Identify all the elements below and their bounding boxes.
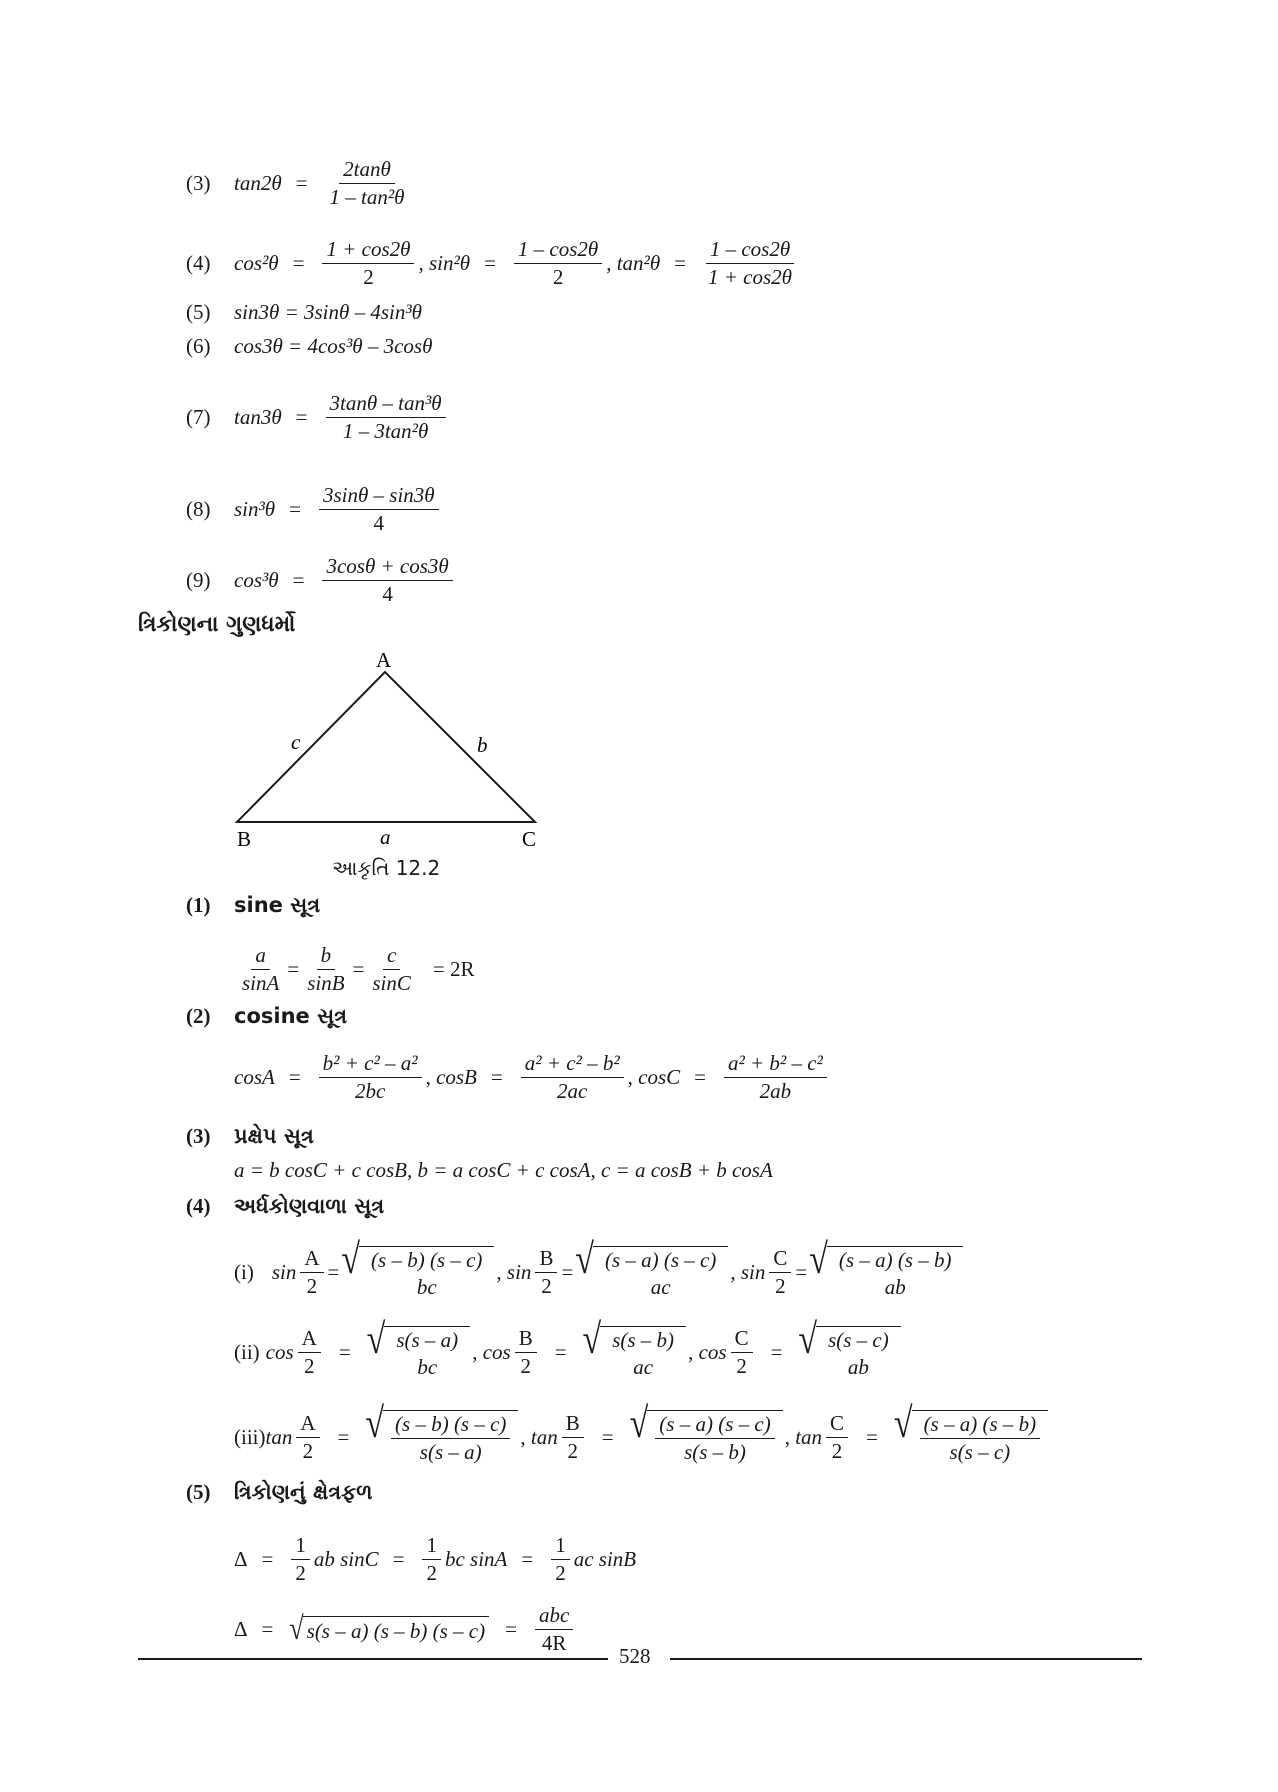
- rule-1-heading: (1) sine સૂત્ર: [186, 893, 321, 917]
- formula-6: (6) cos3θ = 4cos³θ – 3cosθ: [186, 334, 433, 358]
- formula-9: (9) cos³θ = $\frac{3\cos\theta + \cos 3\theta}{4}$: [186, 555, 457, 606]
- figure-caption: આકૃતિ 12.2: [332, 856, 441, 880]
- vertex-a-label: A: [376, 652, 392, 672]
- triangle-figure: [225, 652, 545, 852]
- area-formula-1: Δ = $\frac{1}{2}$ ab sinC = $\frac{1}{2}$ bc sinA = $\frac{1}{2}$ ac sinB: [234, 1533, 637, 1586]
- rule-5-heading: (5) ત્રિકોણનું ક્ષેત્રફળ: [186, 1480, 373, 1504]
- vertex-c-label: C: [522, 827, 537, 851]
- vertex-b-label: B: [237, 827, 252, 851]
- formula-8: (8) sin³θ = $\frac{3\sin\theta - \sin 3\theta}{4}$: [186, 484, 443, 535]
- footer-rule-right: [670, 1658, 1142, 1660]
- formula-7: (7) tan3θ = $\frac{\text{3tanθ – tan³θ}}{\text{1 – 3tan²θ}}$: [186, 392, 450, 443]
- page-number: 528: [619, 1644, 651, 1668]
- footer-rule-left: [138, 1658, 608, 1660]
- formula-3: (3) tan2θ = $\frac{2\tan\theta}{\text{1 – tan²θ}}$: [186, 158, 412, 209]
- formula-4: (4) cos²θ = $\frac{1 + \cos 2\theta}{2}$ , sin²θ = $\frac{1 - \cos 2\theta}{2}$ , tan²θ = $\frac{1 - \cos 2\theta}{1 + \cos 2\theta}$: [186, 238, 800, 289]
- formula-5: (5) sin3θ = 3sinθ – 4sin³θ: [186, 300, 422, 324]
- side-b-label: b: [477, 733, 488, 757]
- half-angle-cos: (ii) cos $\frac{A}{2}$ = √ s(s – a) bc , cos $\frac{B}{2}$ = √ s(s – b) ac , cos $\frac{C}{2}$ = √ s(s – c) ab: [234, 1326, 903, 1379]
- sine-rule: $\frac{a}{\sin A}$ = $\frac{b}{\sin B}$ = $\frac{c}{\sin C}$ = 2R: [242, 943, 475, 996]
- side-c-label: c: [291, 730, 301, 754]
- fraction: $\frac{2\tan\theta}{\text{1 – tan²θ}}$: [329, 157, 405, 210]
- side-a-label: a: [380, 825, 391, 849]
- rule-4-heading: (4) અર્ધકોણવાળા સૂત્ર: [186, 1194, 385, 1218]
- half-angle-sin: (i) sin $\frac{A}{2}$ = √ (s – b) (s – c) bc , sin $\frac{B}{2}$ = √ (s – a) (s – c) ac , sin $\frac{C}{2}$ = √ (s – a) (s – b) ab: [234, 1246, 965, 1299]
- area-formula-2: Δ = √ s(s – a) (s – b) (s – c) = $\frac{\text{abc}}{4R}$: [234, 1604, 577, 1655]
- rule-3-heading: (3) પ્રક્ષેપ સૂત્ર: [186, 1124, 314, 1148]
- cosine-rule: cosA = $\frac{\text{b² + c² – a²}}{2bc}$ , cosB = $\frac{\text{a² + c² – b²}}{2ac}$ , cosC = $\frac{\text{a² + b² – c²}}{2ab}$: [234, 1052, 831, 1103]
- half-angle-tan: (iii) tan $\frac{A}{2}$ = √ $\frac{(s - b) (s - c)}{s(s - a)}$ , tan $\frac{B}{2}$ = √ $\frac{(s - a) (s - c)}{s(s - b)}$ , tan $\frac{C}{2}$ = √ $\frac{(s - a) (s - b)}{s(s - c)}$: [234, 1410, 1050, 1464]
- section-title: ત્રિકોણના ગુણધર્મો: [138, 612, 296, 637]
- rule-2-heading: (2) cosine સૂત્ર: [186, 1004, 348, 1028]
- projection-rule: a = b cosC + c cosB, b = a cosC + c cosA, c = a cosB + b cosA: [234, 1158, 773, 1182]
